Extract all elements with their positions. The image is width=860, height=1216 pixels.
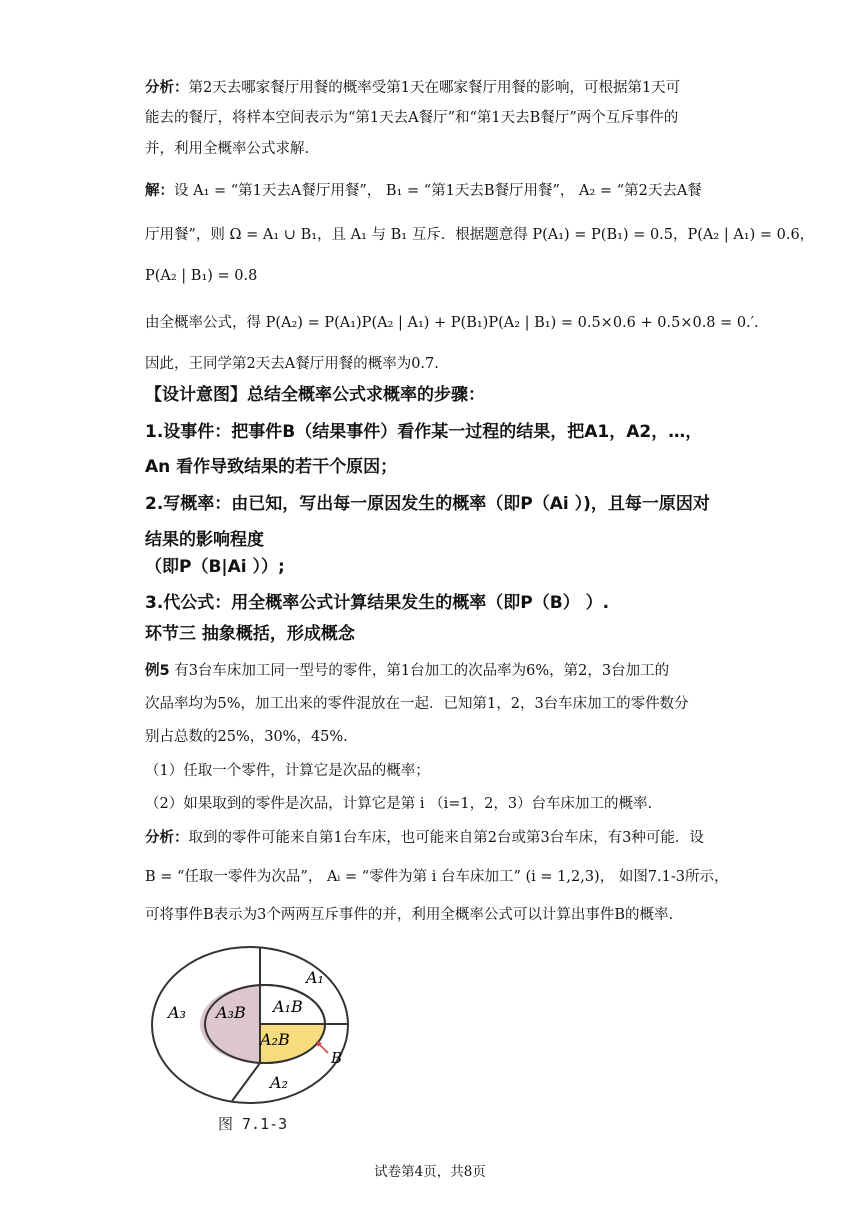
- venn-diagram: [150, 945, 350, 1107]
- design-step1b: An 看作导致结果的若干个原因；: [145, 457, 398, 477]
- analysis2-line-1: [145, 828, 704, 848]
- label-a1: A₁: [306, 968, 324, 987]
- analysis2-label: 分析：: [145, 830, 189, 846]
- label-b: B: [331, 1049, 343, 1067]
- analysis2-text-1: 取到的零件可能来自第1台车床，也可能来自第2台或第3台车床，有3种可能．设: [188, 830, 704, 846]
- analysis2-line-3: 可将事件B表示为3个两两互斥事件的并，利用全概率公式可以计算出事件B的概率.: [145, 907, 674, 923]
- example-line-1: [145, 661, 669, 681]
- figure-caption: 图 7.1-3: [218, 1115, 288, 1133]
- analysis-label: 分析：: [145, 80, 189, 96]
- analysis-line-2: 能去的餐厅，将样本空间表示为“第1天去A餐厅”和“第1天去B餐厅”两个互斥事件的: [145, 110, 679, 126]
- design-step2b: 结果的影响程度: [145, 530, 264, 550]
- solution-line-3: P(A₂ | B₁) = 0.8: [145, 268, 258, 284]
- label-a3: A₃: [168, 1003, 186, 1022]
- design-title: 【设计意图】总结全概率公式求概率的步骤：: [145, 385, 485, 405]
- solution-line-4: 由全概率公式，得 P(A₂) = P(A₁)P(A₂ | A₁) + P(B₁)P(A₂ | B₁) = 0.5×0.6 + 0.5×0.8 = 0.′.: [145, 315, 759, 331]
- design-step3: 3.代公式：用全概率公式计算结果发生的概率（即P（B） ）.: [145, 593, 610, 613]
- solution-line-5: 因此，王同学第2天去A餐厅用餐的概率为0.7.: [145, 356, 439, 372]
- solution-line-1: [145, 181, 702, 201]
- solution-text-1: 设 A₁ = “第1天去A餐厅用餐”， B₁ = “第1天去B餐厅用餐”， A₂ = “第2天去A餐: [174, 183, 702, 199]
- analysis2-line-2: B = “任取一零件为次品”， Aᵢ = “零件为第 i 台车床加工” (i = 1,2,3)， 如图7.1-3所示，: [145, 869, 729, 885]
- label-a1b: A₁B: [273, 997, 303, 1016]
- solution-line-2: 厅用餐”，则 Ω = A₁ ∪ B₁，且 A₁ 与 B₁ 互斥．根据题意得 P(A₁) = P(B₁) = 0.5，P(A₂ | A₁) = 0.6，: [145, 227, 815, 243]
- example-text-1: 有3台车床加工同一型号的零件，第1台加工的次品率为6%，第2，3台加工的: [169, 663, 670, 679]
- label-a2: A₂: [270, 1073, 288, 1092]
- question-2: （2）如果取到的零件是次品，计算它是第 i （i=1，2，3）台车床加工的概率.: [145, 796, 653, 812]
- design-step2c: （即P（B|Ai ））;: [145, 557, 285, 577]
- design-step2a: 2.写概率：由已知，写出每一原因发生的概率（即P（Ai ）)，且每一原因对: [145, 494, 710, 514]
- example-label: 例5: [145, 663, 170, 679]
- example-line-2: 次品率均为5%，加工出来的零件混放在一起．已知第1，2，3台车床加工的零件数分: [145, 696, 689, 712]
- design-step1a: 1.设事件：把事件B（结果事件）看作某一过程的结果，把A1，A2，…，: [145, 422, 703, 442]
- analysis-line-1: [145, 78, 680, 98]
- analysis-line-3: 并，利用全概率公式求解.: [145, 141, 310, 157]
- solution-label: 解：: [145, 183, 174, 199]
- label-a3b: A₃B: [216, 1003, 246, 1022]
- example-line-3: 别占总数的25%，30%，45%.: [145, 729, 348, 745]
- page-footer: 试卷第4页，共8页: [374, 1164, 486, 1180]
- question-1: （1）任取一个零件，计算它是次品的概率；: [145, 763, 430, 779]
- label-a2b: A₂B: [260, 1030, 290, 1049]
- section-heading: 环节三 抽象概括，形成概念: [145, 624, 355, 644]
- analysis-text-1: 第2天去哪家餐厅用餐的概率受第1天在哪家餐厅用餐的影响，可根据第1天可: [188, 80, 681, 96]
